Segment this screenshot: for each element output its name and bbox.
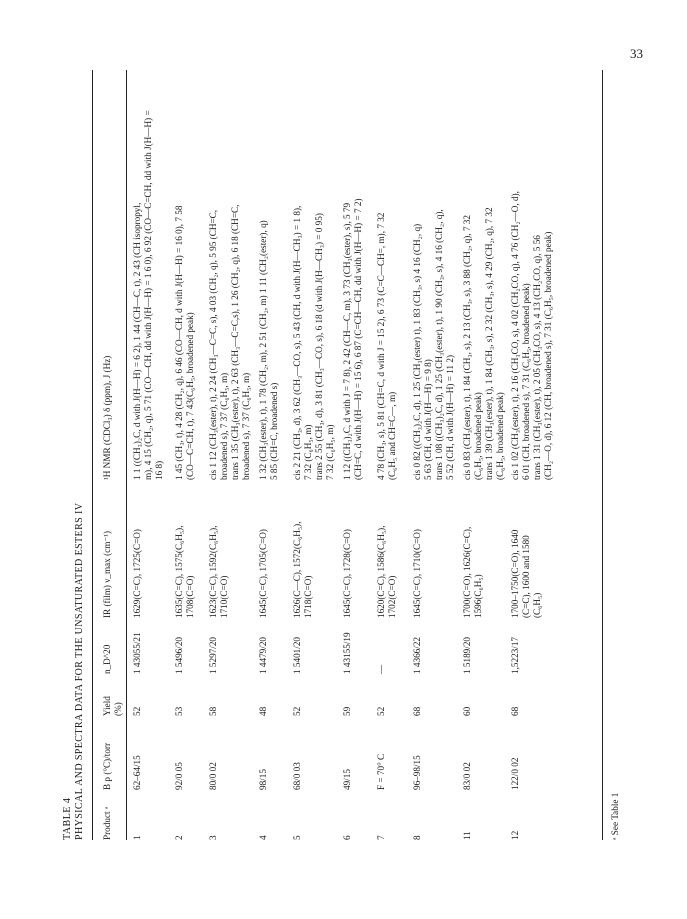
cell-yield: 68 — [412, 706, 422, 716]
cell-ir — [376, 526, 398, 619]
header-bp: B p (°C)/torr — [102, 742, 112, 790]
cell-nmr-line: cis 2 21 (CH₃, d), 3 62 (CH₃—CO, s), 5 43 (CH, d with J(H—CH₃) = 1 8), — [292, 205, 302, 480]
cell-nd: 1 5401/20 — [292, 636, 302, 674]
cell-nmr-line: trans 1 08 ((CH₃)₂C, d), 1 25 (CH₃(ester), t), 1 90 (CH₃, s), 4 16 (CH₂, q), — [434, 209, 445, 480]
cell-nmr-line: 7 32 (C₆H₅, m) — [303, 424, 314, 480]
cell-nd: 1 43155/19 — [342, 632, 352, 674]
cell-nmr — [174, 206, 196, 480]
cell-nmr — [208, 205, 252, 480]
cell-ir — [258, 529, 269, 618]
cell-yield: 52 — [292, 706, 302, 716]
cell-nmr-line: (C₆H₅ and CH=C—, m) — [387, 391, 398, 480]
cell-ir-line: 1700–1750(C=O), 1640 — [510, 529, 520, 618]
cell-nmr-line: (CO—C=CH, t), 7 43(C₆H₅, broadened peak) — [185, 312, 196, 480]
cell-nmr-line: (CH₂—O, d), 6 12 (CH, broadened s), 7 31 (C₆H₅, broadened peak) — [543, 231, 554, 480]
cell-nmr-line: (C₆H₅, broadened peak) — [495, 392, 506, 480]
rotated-table — [62, 70, 622, 840]
cell-product: 6 — [342, 835, 352, 840]
cell-ir-line: 1645(C=C), 1705(C=O) — [258, 529, 268, 618]
header-ir: IR (film) ν_max (cm⁻¹) — [102, 530, 112, 618]
cell-ir-line: 1596(C₆H₅) — [473, 574, 484, 618]
cell-nmr — [412, 209, 456, 480]
header-nd: n_D^20 — [102, 644, 112, 674]
cell-ir — [132, 529, 143, 618]
cell-nmr-line: 5 52 (CH, d with J(H—H) = 11 2) — [445, 354, 456, 480]
cell-nd: 1 43055/21 — [132, 632, 142, 674]
cell-bp: 68/0 03 — [292, 762, 302, 790]
cell-nmr — [510, 191, 554, 480]
top-rule — [92, 70, 93, 840]
cell-product: 5 — [292, 835, 302, 840]
cell-nmr — [342, 198, 364, 480]
cell-nmr — [462, 207, 506, 480]
cell-nmr-line: (CH=C, d with J(H—H) = 15 6), 6 87 (C=CH—CH, dd with J(H—H) = 7 2) — [353, 198, 364, 480]
cell-nd: 1 5496/20 — [174, 636, 184, 674]
cell-nd: 1 4366/22 — [412, 636, 422, 674]
cell-nmr-line: broadened s), 7 37 (C₆H₅, m) — [219, 372, 230, 480]
cell-product: 12 — [510, 830, 520, 840]
cell-ir-line: 1626(C—C), 1572(C₆H₅), — [292, 521, 302, 618]
cell-ir — [462, 527, 484, 618]
cell-nmr-line: 5 85 (CH=C, broadened s) — [269, 382, 280, 480]
cell-yield: 52 — [132, 706, 142, 716]
header-yield: Yield (%) — [102, 696, 124, 716]
cell-bp: 92/0 05 — [174, 762, 184, 790]
cell-ir-line: 1620(C=C), 1586(C₆H₅), — [376, 525, 386, 618]
cell-bp: 49/15 — [342, 769, 352, 790]
cell-bp: 83/0 02 — [462, 762, 472, 790]
cell-nmr-line: 1 32 (CH₃(ester), t), 1 78 (CH₂, m), 2 51 (CH₂, m) 1 11 (CH₂(ester), q) — [258, 220, 268, 480]
cell-bp: F = 70° C — [376, 753, 386, 790]
cell-nmr-line: cis 1 12 (CH₃(ester), t), 2 24 (CH₃—C=C, s), 4 03 (CH₂, q), 5 95 (CH=C, — [208, 209, 218, 480]
cell-yield: 48 — [258, 706, 268, 716]
cell-ir — [292, 522, 314, 619]
cell-nd: 1,5223/17 — [510, 636, 520, 674]
cell-nmr-line: cis 1 02 (CH₃(ester), t), 2 16 (CH₃CO, s), 4 02 (CH₂CO, q), 4 76 (CH₂—O, d), — [510, 191, 520, 480]
cell-nmr-line: 5 63 (CH, d with J(H—H) = 9 8) — [423, 359, 434, 480]
cell-ir-line: 1710(C=O) — [219, 575, 230, 618]
cell-ir — [412, 529, 423, 618]
cell-bp: 122/0 02 — [510, 757, 520, 790]
cell-product: 11 — [462, 831, 472, 840]
cell-yield: 59 — [342, 706, 352, 716]
cell-product: 2 — [174, 835, 184, 840]
cell-product: 3 — [208, 835, 218, 840]
page-number: 33 — [630, 46, 643, 61]
bottom-rule — [602, 70, 603, 840]
cell-ir-line: (C₆H₅) — [532, 592, 543, 618]
cell-yield: 53 — [174, 706, 184, 716]
cell-ir — [342, 529, 353, 618]
header-product: Product ᵃ — [102, 806, 112, 840]
cell-product: 1 — [132, 835, 142, 840]
cell-yield: 58 — [208, 706, 218, 716]
cell-nmr-line: 7 32 (C₆H₅, m) — [325, 424, 336, 480]
cell-nd: 1 5297/20 — [208, 636, 218, 674]
cell-nmr-line: 6 01 (CH, broadened s), 7 31 (C₆H₅, broadened peak) — [521, 283, 532, 480]
cell-nmr-line: cis 0 82 ((CH₃)₂C, d), 1 25 (CH₃(ester) t), 1 83 (CH₃, s) 4 16 (CH₂, q) — [412, 223, 422, 480]
cell-nmr-line: 16 8) — [154, 460, 165, 480]
cell-ir-line: 1718(C=O) — [303, 575, 314, 618]
cell-ir-line: 1635(C=C), 1575(C₆H₅), — [174, 525, 184, 618]
cell-product: 4 — [258, 835, 268, 840]
cell-bp: 62–64/15 — [132, 755, 142, 790]
cell-nd: 1 4479/20 — [258, 636, 268, 674]
cell-ir-line: 1645(C=C), 1728(C=O) — [342, 529, 352, 618]
cell-ir — [510, 530, 543, 618]
cell-ir-line: 1645(C=C), 1710(C=O) — [412, 529, 422, 618]
header-rule — [126, 70, 127, 840]
cell-nmr-line: (C₆H₅, broadened peak) — [473, 392, 484, 480]
cell-bp: 98/15 — [258, 769, 268, 790]
cell-nmr — [292, 206, 336, 480]
cell-nmr-line: 4 78 (CH₃, s), 5 81 (CH=C, d with J = 15 2), 6 73 (C=C—CH=, m), 7 32 — [376, 212, 386, 480]
header-nmr: ¹H NMR (CDCl₃) δ (ppm), J (Hz) — [102, 355, 112, 480]
cell-ir — [208, 526, 230, 619]
cell-nd: 1 5189/20 — [462, 636, 472, 674]
cell-yield: 60 — [462, 706, 472, 716]
cell-nmr-line: broadened s), 7 37 (C₆H₅, m) — [241, 372, 252, 480]
cell-yield: 52 — [376, 706, 386, 716]
cell-nmr-line: m), 4 15 (CH₂, q), 5 71 (CO—CH, dd with J(H—H) = 1 6 0), 6 92 (CO—C=CH, dd with J(H—H) = — [143, 110, 154, 480]
cell-nmr-line: trans 1 31 (CH₃(ester), t), 2 05 (CH₃CO, s), 4 13 (CH₂CO, q), 5 56 — [532, 235, 543, 480]
cell-nd: — — [376, 664, 386, 674]
cell-ir-line: 1629(C=C), 1725(C=O) — [132, 529, 142, 618]
cell-nmr-line: trans 1 35 (CH₃(ester), t), 2 63 (CH₃—C=C,s), 1 26 (CH₂, q), 6 18 (CH=C, — [230, 204, 241, 480]
cell-nmr — [376, 213, 398, 480]
cell-nmr-line: trans 1 39 (CH₃(ester), t), 1 84 (CH₃, s), 2 32 (CH₃, s), 4 29 (CH₂, q), 7 32 — [484, 207, 495, 480]
cell-ir-line: (C=C), 1600 and 1580 — [521, 535, 532, 618]
cell-nmr-line: 1 1 ((CH₃)₂C, d with J(H—H) = 6 2), 1 44 (CH—C, t), 2 43 (CH isopropyl, — [132, 202, 142, 480]
cell-ir — [174, 526, 196, 619]
cell-yield: 68 — [510, 706, 520, 716]
cell-ir-line: 1623(C=C), 1592(C₆H₅), — [208, 525, 218, 618]
cell-bp: 80/0 02 — [208, 762, 218, 790]
cell-product: 7 — [376, 835, 386, 840]
table-label: TABLE 4 — [62, 797, 73, 840]
cell-nmr-line: 1 12 ((CH₃)₂C, d with J = 7 8), 2 42 (CH—C, m), 3 73 (CH₃(ester), s), 5 79 — [342, 202, 352, 480]
cell-ir-line: 1700(C=O), 1626(C=C), — [462, 526, 472, 618]
cell-bp: 96–98/15 — [412, 755, 422, 790]
cell-ir-line: 1708(C=O) — [185, 575, 196, 618]
cell-product: 8 — [412, 835, 422, 840]
cell-nmr — [132, 110, 165, 480]
cell-nmr-line: 1 45 (CH₃, t), 4 28 (CH₂, q), 6 46 (CO—CH, d with J(H—H) = 16 0), 7 58 — [174, 205, 184, 480]
cell-nmr-line: cis 0 83 (CH₃(ester), t), 1 84 (CH₃, s), 2 13 (CH₃, s), 3 88 (CH₂, q), 7 32 — [462, 215, 472, 480]
table-title: PHYSICAL AND SPECTRA DATA FOR THE UNSATURATED ESTERS IV — [74, 502, 85, 840]
cell-nmr-line: trans 2 55 (CH₃, d), 3 81 (CH₃—CO, s), 6 18 (d with J(H—CH₃) = 0 95) — [314, 213, 325, 480]
cell-ir-line: 1702(C=O) — [387, 575, 398, 618]
footnote: ᵃ See Table 1 — [610, 792, 620, 840]
cell-nmr — [258, 220, 280, 480]
